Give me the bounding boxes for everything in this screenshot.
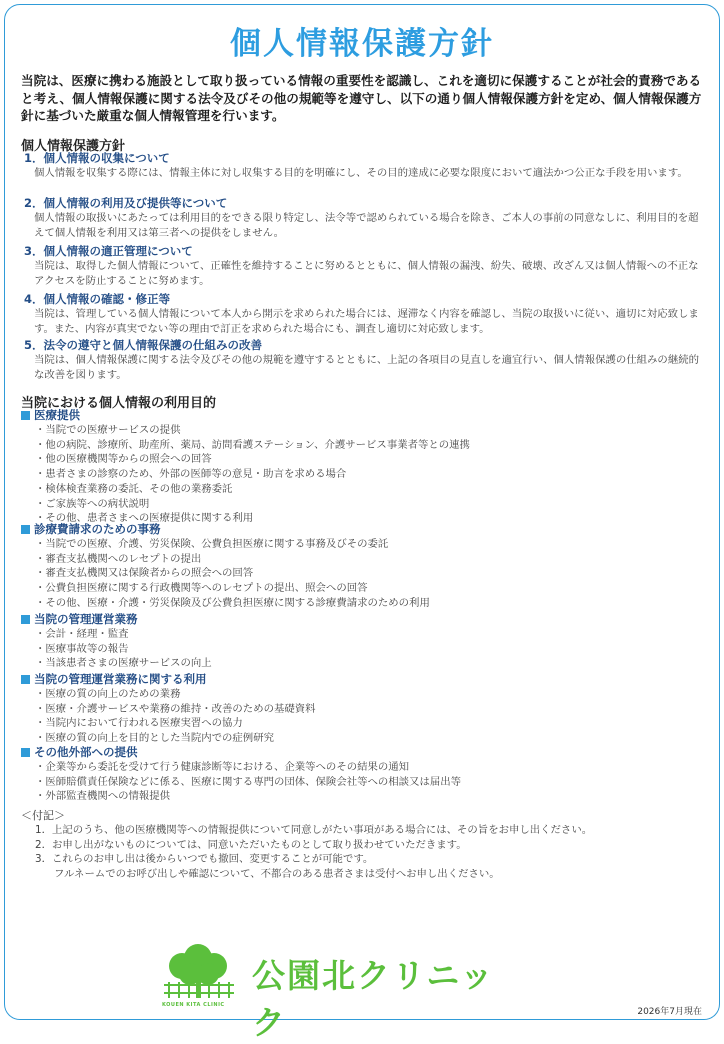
square-bullet-icon: [21, 615, 30, 624]
page-title: 個人情報保護方針: [230, 26, 494, 62]
category-heading: 当院の管理運営業務: [34, 612, 138, 626]
list-item: ・患者さまの診察のため、外部の医師等の意見・助言を求める場合: [35, 468, 347, 481]
list-item: ・審査支払機関又は保険者からの照会への回答: [35, 567, 254, 580]
policy-item-4: [24, 292, 704, 337]
intro-text: 当院は、医療に携わる施設として取り扱っている情報の重要性を認識し、これを適切に保護することが社会的責務であると考え、個人情報保護に関する法令及びその他の規範等を遵守し、以下の通り個人情報保護方針を定め、個人情報保護方針に基づいた厳重な個人情報管理を行います。: [21, 73, 702, 123]
list-item: ・ご家族等への病状説明: [35, 497, 150, 510]
policy-item-5: [24, 338, 704, 383]
policy-section-title: 個人情報保護方針: [21, 139, 126, 154]
square-bullet-icon: [21, 525, 30, 534]
policy-item-heading: 4．個人情報の確認・修正等: [24, 292, 171, 306]
policy-item-1: [24, 151, 704, 181]
list-item: ・医療の質の向上を目的とした当院内での症例研究: [35, 732, 274, 745]
list-item: ・検体検査業務の委託、その他の業務委託: [35, 482, 233, 495]
clinic-name: 公園北クリニック: [252, 956, 496, 1042]
list-item: ・他の医療機関等からの照会への回答: [35, 453, 212, 466]
list-item: ・外部監査機関への情報提供: [35, 790, 171, 803]
category-heading: 当院の管理運営業務に関する利用: [34, 672, 207, 686]
note-continuation: フルネームでのお呼び出しや確認について、不都合のある患者さまは受付へお申し出ください。: [54, 867, 500, 880]
list-item: ・医療・介護サービスや業務の維持・改善のための基礎資料: [35, 702, 316, 715]
policy-item-body: 当院は、管理している個人情報について本人から開示を求められた場合には、遅滞なく内容を確認し、当院の取扱いに従い、適切に対応致します。また、内容が真実でない等の理由で訂正を求められた場合にも、調査し適切に対応致します。: [34, 308, 699, 335]
category-heading: 診療費請求のための事務: [34, 522, 161, 536]
list-item: ・医師賠償責任保険などに係る、医療に関する専門の団体、保険会社等への相談又は届出等: [35, 775, 462, 788]
list-item: ・医療の質の向上のための業務: [35, 688, 181, 700]
square-bullet-icon: [21, 411, 30, 420]
policy-item-heading: 1．個人情報の収集について: [24, 151, 170, 165]
purpose-category-external: [21, 745, 701, 804]
note-item: 2．お申し出がないものについては、同意いただいたものとして取り扱わせていただきます。: [35, 838, 467, 851]
list-item: ・その他、患者さまへの医療提供に関する利用: [35, 512, 254, 525]
list-item: ・他の病院、診療所、助産所、薬局、訪問看護ステーション、介護サービス事業者等との連携: [35, 438, 470, 451]
purpose-category-medical: [21, 408, 701, 526]
date-text: 2026年7月現在: [637, 1007, 702, 1017]
policy-item-3: [24, 244, 704, 289]
note-item: 1．上記のうち、他の医療機関等への情報提供について同意しがたい事項がある場合には、その旨をお申し出ください。: [35, 824, 593, 836]
policy-item-body: 当院は、個人情報保護に関する法令及びその他の規範を遵守するとともに、上記の各項目の見直しを適宜行い、個人情報保護の仕組みの継続的な改善を図ります。: [34, 354, 699, 381]
list-item: ・当院での医療、介護、労災保険、公費負担医療に関する事務及びその委託: [35, 538, 389, 550]
note-item: 3．これらのお申し出は後からいつでも撤回、変更することが可能です。: [35, 853, 374, 865]
list-item: ・当該患者さまの医療サービスの向上: [35, 657, 212, 670]
list-item: ・公費負担医療に関する行政機関等へのレセプトの提出、照会への回答: [35, 582, 368, 595]
policy-item-heading: 5．法令の遵守と個人情報保護の仕組みの改善: [24, 338, 262, 352]
square-bullet-icon: [21, 675, 30, 684]
tree-logo-icon: [160, 944, 240, 1002]
clinic-logo: [160, 944, 530, 1042]
list-item: ・企業等から委託を受けて行う健康診断等における、企業等へのその結果の通知: [35, 761, 410, 773]
logo-subtitle: KOUEN KITA CLINIC: [162, 1002, 225, 1008]
category-heading: その他外部への提供: [34, 745, 138, 759]
purpose-category-management-use: [21, 672, 701, 746]
purpose-category-management: [21, 612, 701, 671]
category-heading: 医療提供: [34, 408, 80, 422]
policy-item-body: 個人情報の取扱いにあたっては利用目的をできる限り特定し、法令等で認められている場合を除き、ご本人の事前の同意なしに、利用目的を超えて個人情報を利用又は第三者への提供をしません。: [34, 212, 699, 239]
policy-item-body: 当院は、取得した個人情報について、正確性を維持することに努めるとともに、個人情報の漏洩、紛失、破壊、改ざん又は個人情報への不正なアクセスを防止することに努めます。: [34, 260, 699, 287]
list-item: ・当院内において行われる医療実習への協力: [35, 717, 243, 730]
policy-item-2: [24, 196, 704, 241]
notes-heading: ＜付記＞: [21, 809, 65, 822]
policy-item-heading: 2．個人情報の利用及び提供等について: [24, 196, 228, 210]
list-item: ・当院での医療サービスの提供: [35, 424, 181, 436]
purposes-section-title: 当院における個人情報の利用目的: [21, 396, 217, 411]
notes-section: [21, 808, 701, 881]
policy-item-body: 個人情報を収集する際には、情報主体に対し収集する目的を明確にし、その目的達成に必要な限度において適法かつ公正な手段を用います。: [34, 167, 688, 179]
list-item: ・その他、医療・介護・労災保険及び公費負担医療に関する診療費請求のための利用: [35, 596, 430, 609]
list-item: ・審査支払機関へのレセプトの提出: [35, 552, 202, 565]
square-bullet-icon: [21, 748, 30, 757]
policy-item-heading: 3．個人情報の適正管理について: [24, 244, 193, 258]
list-item: ・医療事故等の報告: [35, 642, 129, 655]
purpose-category-billing: [21, 522, 701, 611]
list-item: ・会計・経理・監査: [35, 628, 129, 640]
